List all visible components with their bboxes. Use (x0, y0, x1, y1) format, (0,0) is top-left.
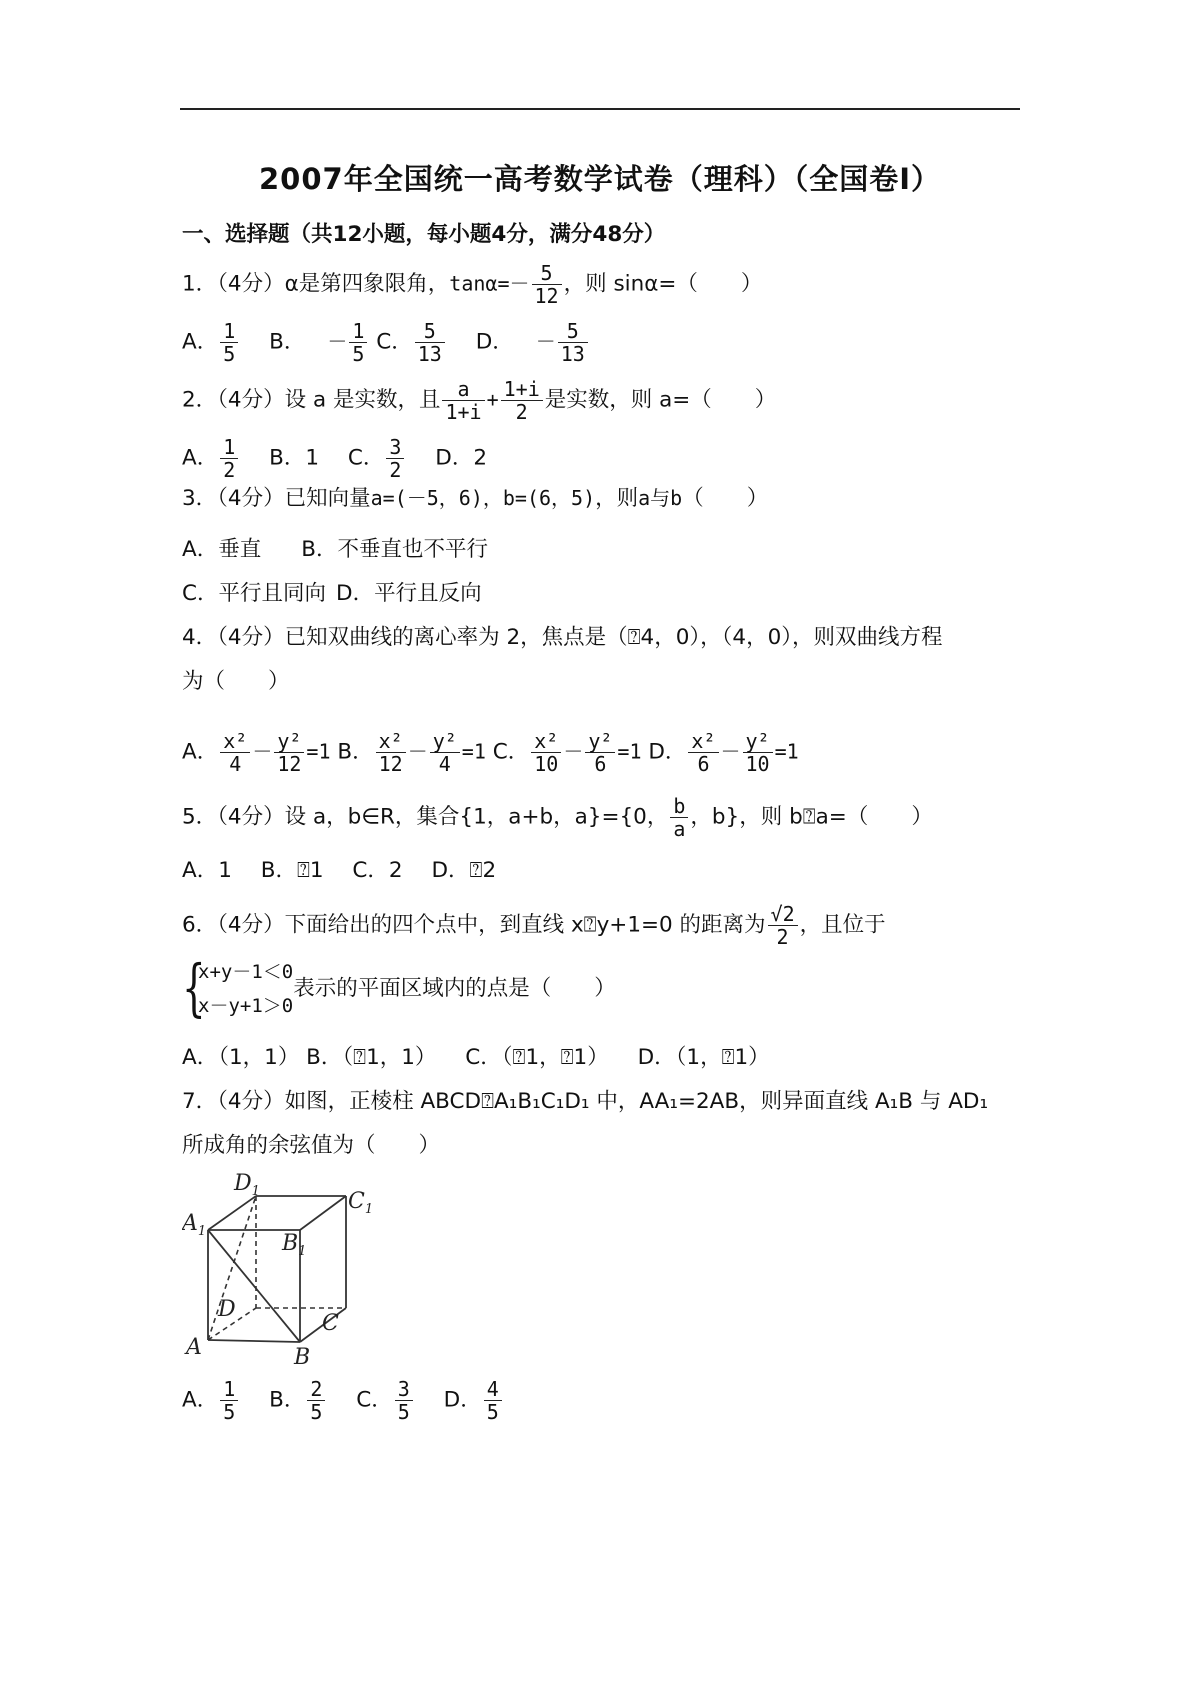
q4-stem-line2: 为（ ） (182, 669, 290, 694)
question-2: 2．（4分）设 a 是实数，且 $\frac{a}{1+i}$ + $\frac{1+i}{2}$ 是实数，则 a=（ ） (182, 377, 777, 424)
q3-options-row1 (182, 535, 488, 565)
q5-fraction: $\frac{b}{a}$ (670, 795, 688, 840)
q2-option-c: $\frac{3}{2}$ (386, 436, 404, 481)
q3-option-b: B．不垂直也不平行 (301, 537, 488, 562)
q2-fraction-1: $\frac{a}{1+i}$ (442, 378, 484, 423)
label-b1: $B_1$ (282, 1231, 307, 1259)
q1-stem: 1．（4分）α是第四象限角， (182, 271, 450, 297)
q7-option-d: $\frac{4}{5}$ (484, 1378, 502, 1423)
q1-tan-fraction: $\frac{5}{12}$ (532, 262, 562, 307)
question-5: 5．（4分）设 a，b∈R，集合{1，a+b，a}={0， $\frac{b}{a}$ ，b}，则 b⍰a=（ ） (182, 794, 933, 841)
prism-figure (182, 1168, 402, 1378)
q7-stem-line2: 所成角的余弦值为（ ） (182, 1133, 441, 1158)
edge-a1-d1 (208, 1196, 256, 1230)
q5-options: A．1 B．⍰1 C．2 D．⍰2 (182, 858, 497, 883)
q7-option-c: $\frac{3}{5}$ (395, 1378, 413, 1423)
q3-vector-a: a=(－5，6)， (370, 486, 503, 510)
q1-option-d-label: D． (475, 329, 514, 355)
q1-tan: tanα=－ (449, 271, 530, 296)
q4-options: A． $\frac{\text{x²}}{4}$ － $\frac{\text{y²}}{12}$ =1 B． $\frac{\text{x²}}{12}$ － $\frac{\text{y²}}{4}$ =1 C． $\frac{\text{x²}}{10}$ － $\frac{\text{y²}}{6}$ =1 D． $\frac{\text{x²}}{6}$ － $\frac{\text{y²}}{10}$ =1 (182, 729, 799, 776)
q2-option-d: D．2 (435, 445, 488, 471)
q1-option-a: $\frac{1}{5}$ (220, 320, 238, 365)
question-4: 4．（4分）已知双曲线的离心率为 2，焦点是（⍰4，0），（4，0），则双曲线方程 (182, 625, 943, 650)
edge-b1-c1 (300, 1196, 346, 1230)
q1-option-c: $\frac{5}{13}$ (415, 320, 445, 365)
label-b: B (294, 1345, 311, 1370)
q7-option-a: $\frac{1}{5}$ (220, 1378, 238, 1423)
q6-fraction: $\frac{√2}{2}$ (768, 903, 798, 948)
q6-system: { x+y－1＜0 x－y+1＞0 表示的平面区域内的点是（ ） (182, 951, 616, 1024)
q3-option-c: C．平行且同向 (182, 581, 327, 606)
q3-option-d: D．平行且反向 (336, 581, 482, 606)
q3-options-row2 (182, 579, 482, 609)
q3-vector-b: b=(6，5) (502, 486, 596, 510)
label-c1: $C_1$ (348, 1189, 374, 1217)
page-title: 2007年全国统一高考数学试卷（理科）（全国卷Ⅰ） (258, 162, 941, 196)
section-heading: 一、选择题（共12小题，每小题4分，满分48分） (182, 222, 666, 247)
question-3: 3．（4分）已知向量a=(－5，6)，b=(6，5)，则a与b（ ） (182, 486, 769, 511)
q1-options: A． $\frac{1}{5}$ B． － $\frac{1}{5}$ C． $\frac{5}{13}$ D． － $\frac{5}{13}$ (182, 320, 590, 365)
inequality-system: { x+y－1＜0 x－y+1＞0 (182, 951, 294, 1024)
label-c: C (322, 1311, 339, 1336)
missing-glyph-icon: ⍰ (627, 625, 641, 650)
q6-options: A．（1，1） B．（⍰1，1） C．（⍰1，⍰1） D．（1，⍰1） (182, 1045, 770, 1070)
top-rule (180, 108, 1020, 110)
label-d: D (218, 1297, 236, 1322)
q2-fraction-2: $\frac{1+i}{2}$ (501, 378, 543, 423)
q1-stem-end: ，则 sinα=（ ） (563, 271, 763, 297)
label-a1: $A_1$ (182, 1211, 207, 1239)
q1-option-b-label: B． (269, 329, 306, 355)
q7-option-b: $\frac{2}{5}$ (307, 1378, 325, 1423)
label-d1: $D_1$ (234, 1171, 260, 1199)
q2-option-b: B．1 (269, 445, 320, 471)
question-7: 7．（4分）如图，正棱柱 ABCD⍰A₁B₁C₁D₁ 中，AA₁=2AB，则异面直线 A₁B 与 AD₁ (182, 1089, 989, 1114)
q3-option-a: A．垂直 (182, 537, 262, 562)
question-6: 6．（4分）下面给出的四个点中，到直线 x⍰y+1=0 的距离为 $\frac{√2}{2}$ ，且位于 (182, 902, 886, 949)
q3-vectors-ab: a与b (638, 486, 683, 510)
label-a: A (186, 1335, 202, 1360)
q1-option-a-label: A． (182, 329, 219, 355)
q7-options: A． $\frac{1}{5}$ B． $\frac{2}{5}$ C． $\frac{3}{5}$ D． $\frac{4}{5}$ (182, 1378, 504, 1423)
q1-option-d: $\frac{5}{13}$ (558, 320, 588, 365)
question-1 (182, 262, 762, 307)
q1-option-c-label: C． (376, 329, 413, 355)
q1-option-b: $\frac{1}{5}$ (349, 320, 367, 365)
q2-options: A． $\frac{1}{2}$ B．1 C． $\frac{3}{2}$ D．2 (182, 435, 488, 482)
q2-option-a: $\frac{1}{2}$ (220, 436, 238, 481)
edge-a-b (208, 1340, 300, 1342)
